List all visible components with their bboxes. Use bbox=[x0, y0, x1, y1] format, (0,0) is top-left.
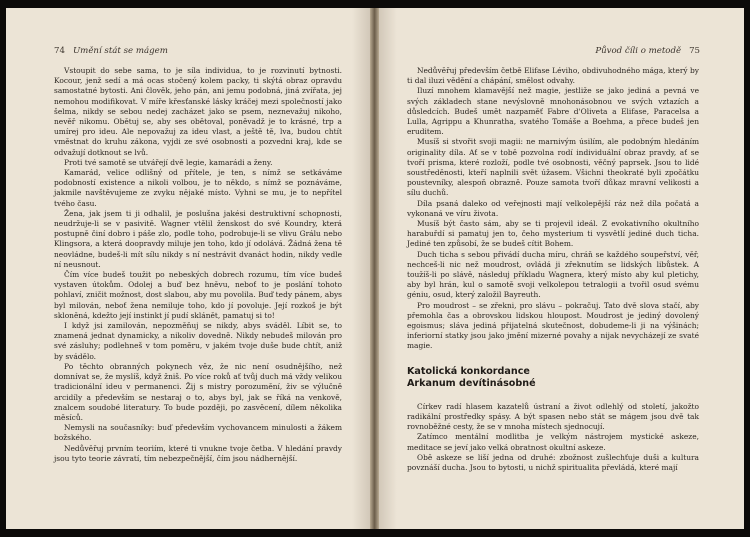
page-number: 74 bbox=[54, 46, 65, 56]
section-heading-line: Arkanum devítinásobné bbox=[407, 377, 536, 389]
paragraph: Iluzí mnohem klamavější než magie, jestliže se jako jediná a pevná ve svých základech stane nevýslovně mnohonásobnou ve svých vztazích a důsledcích. Budeš umět nazpaměť Fabre d'Oliveta a Elifase, Paracelsa a Lulla, Agrippu a Khunratha, svatého Tomáše a Boehma, a přece budeš jen eruditem. bbox=[407, 86, 699, 137]
paragraph: Čím více budeš toužit po nebeských dobrech rozumu, tím více budeš vystaven útokům. Odolej a buď bez hněvu, neboť to je poslání tohoto pohlaví, zničit možnost, dost slabou, aby mu povolila. Buď tedy pánem, abys byl milován, neboť žena nemiluje toho, kdo jí povoluje. Její rozkoš je být skloněná, kdežto její instinkt jí pudí sklánět, pamatuj si to! bbox=[54, 270, 342, 320]
paragraph: I když jsi zamilován, nepozměňuj se nikdy, abys sváděl. Líbit se, to znamená jednat dynamicky, a nikoliv dovedně. Nikdy nebudeš milován pro své zásluhy; podlehneš v tom poměru, v jakém tvoje duše bude chtít, aniž by svádělo. bbox=[54, 321, 342, 361]
paragraph: Žena, jak jsem ti ji odhalil, je poslušna jakési destruktivní schopnosti, neudržuje-li se v pasivitě. Wagner vtělil ženskost do své Koundry, která postupně činí dobro i páše zlo, podle toho, podrobuje-li se vlivu Grálu nebo Klingsora, a která doopravdy miluje jen toho, kdo jí odolává. Žádná žena tě neovládne, budeš-li mít sílu nikdy s ní nestrávit dvanáct hodin, nikdy vedle ní neusnout. bbox=[54, 208, 342, 269]
left-page bbox=[6, 8, 370, 529]
right-page-header bbox=[595, 46, 700, 57]
running-title: Umění stát se mágem bbox=[72, 46, 168, 56]
paragraph: Nedůvěřuj především četbě Elifase Léviho, obdivuhodného mága, který by ti dal iluzi vědění a chápání, smělost odvahy. bbox=[407, 66, 699, 86]
paragraph: Duch ticha s sebou přivádí ducha míru, chráň se každého soupeřství, věř, nechceš-li nic než moudrost, ovládá ji zřeknutím se lidských libůstek. A toužíš-li po slávě, následuj příkladu Wagnera, který místo aby kul pletichy, aby byl hrán, kul o samotě svoji velkolepou tetralogii a tvořil osud svému géniu, osud, který založil Bayreuth. bbox=[407, 249, 699, 300]
paragraph: Díla psaná daleko od veřejnosti mají velkolepější ráz než díla počatá a vykonaná ve víru života. bbox=[407, 198, 699, 218]
section-heading-line: Katolická konkordance bbox=[407, 365, 530, 377]
paragraph: Zatímco mentální modlitba je velkým nástrojem mystické askeze, meditace se jeví jako velká obratnost okultní askeze. bbox=[407, 432, 699, 452]
paragraph: Nedůvěřuj prvním teoriím, které ti vnukne tvoje četba. V hledání pravdy jsou tyto teorie závratí, tím nebezpečnější, čím jsou nádhernější. bbox=[54, 443, 342, 463]
paragraph: Kamarád, velice odlišný od přítele, je ten, s nímž se setkáváme podobností existence a nikoli volbou, je to někdo, s nímž se poznáváme, jakmile navštěvujeme ze zvyku nějaké místo. Vyhni se mu, je to nepřítel tvého času. bbox=[54, 168, 342, 208]
page-number: 75 bbox=[689, 46, 700, 56]
paragraph: Musíš být často sám, aby se ti projevil ideál. Z evokativního okultního harabuřdí si pamatuj jen to, čeho mysterium ti vysvětlí jediné duch ticha. Jediné ten způsobí, že se budeš cítit Bohem. bbox=[407, 219, 699, 249]
right-page-body bbox=[407, 66, 699, 473]
book-gutter bbox=[370, 8, 379, 529]
right-page bbox=[379, 8, 744, 529]
paragraph: Obě askeze se liší jedna od druhé: zbožnost zušlechťuje duši a kultura povznáší ducha. Jsou to bytosti, u nichž spiritualita převládá, které mají bbox=[407, 452, 699, 472]
paragraph: Po těchto obranných pokynech věz, že nic není osudnějšího, než domnívat se, že myslíš, když žniš. Po více roků ať tvůj duch má vždy velikou tradicionální ideu v permanenci. Žij s mistry porozumění, živ se výlučně arcidíly a především se nestaraj o to, abys byl, jak se říká na venkově, znalcem soudobé literatury. To bude později, po zasvěcení, dílem několika měsíců. bbox=[54, 361, 342, 422]
paragraph: Pro moudrost – se zřekni, pro slávu – pokračuj. Tato dvě slova stačí, aby přemohla čas a obrovskou lidskou hloupost. Moudrost je jediný dovolený egoismus; sláva jediná přijatelná skutečnost, dobudeme-li ji na výšinách; inferiorní statky jsou jako jmění mizerné povahy a nijak nevycházejí ze svaté magie. bbox=[407, 300, 699, 351]
page-curve-shadow bbox=[352, 8, 370, 529]
running-title: Původ číli o metodě bbox=[595, 46, 682, 56]
paragraph: Proti tvé samotě se utvářejí dvě legie, kamarádi a ženy. bbox=[64, 157, 273, 167]
left-page-body bbox=[54, 66, 342, 464]
section-heading bbox=[407, 366, 699, 390]
page-curve-shadow bbox=[379, 8, 397, 529]
paragraph: Církev radí hlasem kazatelů ústraní a život odlehlý od století, jakožto radikální prostředky spásy. A být spasen nebo stát se mágem jsou dvě tak rovnoběžné cesty, že se v mnoha místech sjednocují. bbox=[407, 401, 699, 432]
book-spread bbox=[6, 8, 744, 529]
paragraph: Nemysli na současníky: buď především vychovancem minulosti a žákem božského. bbox=[54, 423, 342, 443]
paragraph: Vstoupit do sebe sama, to je síla individua, to je rozvinutí bytnosti. Kocour, jenž sedí a má ocas stočený kolem packy, ti skýtá obraz opravdu samostatné bytosti. Ani člověk, jeho pán, ani jemu podobná, jiná zvířata, jej nemohou modifikovat. V míře křesťanské lásky kráčej mezi společností jako šelma, nikdy se sebou nedej zacházet jako se psem, neznevažuj nikoho, nevěř nikomu. Obětuj se, aby ses obětoval, poněvadž je to krásné, trp a umírej pro ideu. Ale nepovažuj za ideu vlast, a ještě tě, lva, budou chtít vměstnat do kruhu zákona, vyjdi ze své osobnosti a pozvedni kraj, kde se odvažují dotknout se lvů. bbox=[54, 66, 342, 157]
left-page-header bbox=[54, 46, 168, 57]
paragraph: Musíš si stvořit svoji magii: ne marnivým úsilím, ale podobným hledáním originality díla. Ať se v tobě pozvolna rodí individuální obraz pravdy, ať se tvoří prisma, které rozloží, podle tvé osobnosti, věčný paprsek. Jsou to lidé soustředěnosti, kteří naplnili svět úžasem. Všichni theokraté byli zpočátku poustevníky, alespoň obrazně. Pouze samota tvoří důkaz mravní velikosti a sílu duchů. bbox=[407, 137, 699, 198]
